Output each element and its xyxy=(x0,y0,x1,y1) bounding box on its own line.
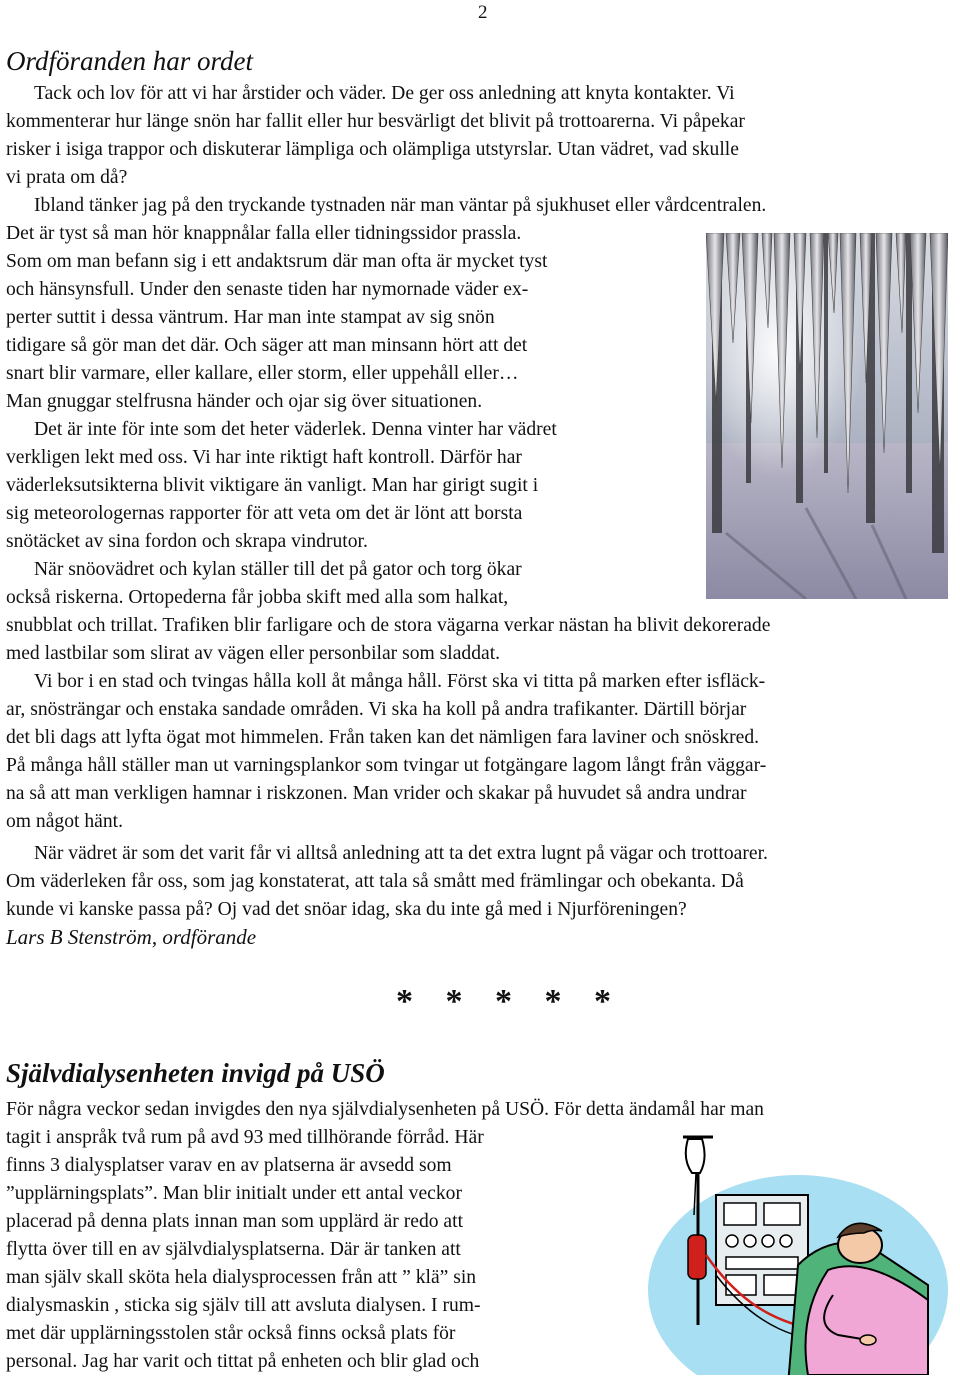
article-title: Ordföranden har ordet xyxy=(6,46,253,76)
text-line: tidigare så gör man det där. Och säger att man minsann hört att det xyxy=(6,335,528,356)
icicle-photo xyxy=(706,233,948,599)
text-line: ”upplärningsplats”. Man blir initialt under ett antal veckor xyxy=(6,1183,462,1204)
text-line: dialysmaskin , sticka sig själv till att avsluta dialysen. I rum- xyxy=(6,1295,481,1316)
text-line: finns 3 dialysplatser varav en av platserna är avsedd som xyxy=(6,1155,452,1176)
dialysis-clipart xyxy=(628,1125,950,1375)
text-line: na så att man verkligen hamnar i riskzonen. Man vrider och skakar på huvudet så andra undrar xyxy=(6,783,747,804)
text-line: man själv skall sköta hela dialysprocessen från att ” klä” sin xyxy=(6,1267,477,1288)
text-line: För några veckor sedan invigdes den nya självdialysenheten på USÖ. För detta ändamål har man xyxy=(6,1099,764,1120)
text-line: ar, snösträngar och enstaka sandade områden. Vi ska ha koll på andra trafikanter. Därtill börjar xyxy=(6,699,747,720)
text-line: met där upplärningsstolen står också finns också plats för xyxy=(6,1323,456,1344)
page-number: 2 xyxy=(478,2,488,23)
text-line: tagit i anspråk två rum på avd 93 med tillhörande förråd. Här xyxy=(6,1127,484,1148)
text-line: med lastbilar som slirat av vägen eller personbilar som sladdat. xyxy=(6,643,501,664)
text-line: Om väderleken får oss, som jag konstaterat, att tala så smått med främlingar och obekanta. Då xyxy=(6,871,744,892)
text-line: När snöovädret och kylan ställer till det på gator och torg ökar xyxy=(34,559,522,580)
text-line: risker i isiga trappor och diskuterar lämpliga och olämpliga utstyrslar. Utan vädret, vad skulle xyxy=(6,139,739,160)
text-line: och hänsynsfull. Under den senaste tiden har nymornade väder ex- xyxy=(6,279,529,300)
text-line: Det är tyst så man hör knappnålar falla eller tidningssidor prassla. xyxy=(6,223,522,244)
article-title-2: Självdialysenheten invigd på USÖ xyxy=(6,1058,385,1088)
text-line: snötäcket av sina fordon och skrapa vindrutor. xyxy=(6,531,368,552)
text-line: Det är inte för inte som det heter väderlek. Denna vinter har vädret xyxy=(34,419,557,440)
text-line: flytta över till en av självdialysplatserna. Där är tanken att xyxy=(6,1239,461,1260)
text-line: Som om man befann sig i ett andaktsrum där man ofta är mycket tyst xyxy=(6,251,548,272)
text-line: vi prata om då? xyxy=(6,167,128,188)
text-line: När vädret är som det varit får vi alltså anledning att ta det extra lugnt på vägar och trottoarer. xyxy=(34,843,768,864)
text-line: om något hänt. xyxy=(6,811,123,832)
text-line: Man gnuggar stelfrusna händer och ojar sig över situationen. xyxy=(6,391,483,412)
text-line: kunde vi kanske passa på? Oj vad det snöar idag, ska du inte gå med i Njurföreningen? xyxy=(6,899,687,920)
text-line: det bli dags att lyfta ögat mot himmelen. Från taken kan det nämligen fara laviner och snöskred. xyxy=(6,727,760,748)
text-line: sig meteorologernas rapporter för att veta om det är lönt att borsta xyxy=(6,503,523,524)
text-line: kommenterar hur länge snön har fallit eller hur besvärligt det blivit på trottoarerna. Vi påpekar xyxy=(6,111,745,132)
text-line: Vi bor i en stad och tvingas hålla koll åt många håll. Först ska vi titta på marken efter isfläck- xyxy=(34,671,766,692)
text-line: Tack och lov för att vi har årstider och väder. De ger oss anledning att knyta kontakter. Vi xyxy=(34,83,735,104)
text-line: personal. Jag har varit och tittat på enheten och blir glad och xyxy=(6,1351,480,1372)
text-line: verkligen lekt med oss. Vi har inte riktigt haft kontroll. Därför har xyxy=(6,447,522,468)
text-line: På många håll ställer man ut varningsplankor som tvingar ut fotgängare lagom långt från väggar- xyxy=(6,755,767,776)
text-line: väderleksutsikterna blivit viktigare än vanligt. Man har girigt sugit i xyxy=(6,475,539,496)
text-line: snubblat och trillat. Trafiken blir farligare och de stora vägarna verkar nästan ha blivit dekorerade xyxy=(6,615,771,636)
text-line: perter suttit i dessa väntrum. Har man inte stampat av sig snön xyxy=(6,307,495,328)
section-separator: * * * * * xyxy=(396,983,623,1020)
text-line: Ibland tänker jag på den tryckande tystnaden när man väntar på sjukhuset eller vårdcentralen. xyxy=(34,195,767,216)
text-line: placerad på denna plats innan man som upplärd är redo att xyxy=(6,1211,464,1232)
signature: Lars B Stenström, ordförande xyxy=(6,925,257,949)
text-line: snart blir varmare, eller kallare, eller storm, eller uppehåll eller… xyxy=(6,363,519,384)
text-line: också riskerna. Ortopederna får jobba skift med alla som halkat, xyxy=(6,587,509,608)
